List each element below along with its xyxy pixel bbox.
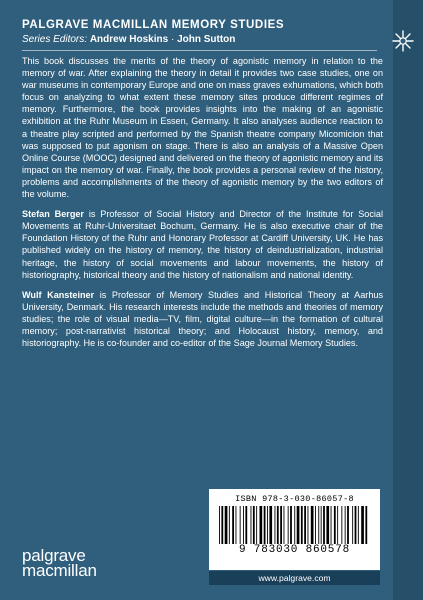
editor-separator: · (170, 34, 175, 45)
series-editors-label: Series Editors: (22, 34, 88, 45)
author-bio-1 (22, 208, 383, 281)
book-description: This book discusses the merits of the theory of agonistic memory in relation to the memory of war. After explaining the theory in detail it provides two case studies, one on war museums in contemporary Europe and one on mass graves exhumations, which both focus on analyzing to what extent these memory sites produce different regimes of memory. Furthermore, the book provides insights into the making of an agonistic exhibition at the Ruhr Museum in Essen, Germany. It also analyses audience reaction to a theatre play scripted and performed by the Spanish theatre company Micomicion that was supposed to put agonism on stage. There is also an analysis of a Massive Open Online Course (MOOC) designed and delivered on the theory of agonistic memory and its impact on the memory of war. Finally, the book provides a personal review of the history, problems and accomplishments of the theory of agonistic memory by the two editors of the volume. (22, 56, 383, 200)
publisher-line-1: palgrave (22, 546, 86, 565)
series-editor-1: Andrew Hoskins (89, 34, 169, 45)
author-bio-text-1: is Professor of Social History and Director of the Institute for Social Movements at Ruhr-Universitaet Bochum, Germany. He is also executive chair of the Foundation History of the Ruhr and Honorary Professor at Cardiff University, UK. He has published widely on the history of memory, the history of deindustrialization, industrial heritage, the history of social movements and labour movements, the history of historiography, historical theory and the history of nationalism and national identity. (22, 209, 383, 280)
series-header (22, 18, 382, 46)
publisher-url: www.palgrave.com (209, 571, 380, 585)
author-bio-text-2: is Professor of Memory Studies and Historical Theory at Aarhus University, Denmark. His research interests include the methods and theories of memory studies; the role of visual media—TV, film, digital culture—in the formation of cultural memory; post-narrativist historical theory; and Holocaust history, memory, and historiography. He is co-founder and co-editor of the Sage Journal Memory Studies. (22, 289, 383, 349)
publisher-logo (22, 548, 97, 578)
spine-strip (393, 0, 423, 600)
series-title: PALGRAVE MACMILLAN MEMORY STUDIES (22, 19, 285, 31)
isbn-label: ISBN 978-3-030-86057-8 (235, 494, 354, 504)
isbn-digits: 9 783030 860578 (238, 544, 351, 556)
author-name-1: Stefan Berger (22, 209, 84, 220)
author-name-2: Wulf Kansteiner (22, 289, 95, 300)
publisher-line-2: macmillan (22, 561, 97, 580)
series-editors (22, 33, 382, 46)
palgrave-spark-icon (390, 28, 416, 54)
series-divider (22, 50, 377, 51)
author-bio-2 (22, 289, 383, 349)
series-editor-2: John Sutton (177, 34, 236, 45)
isbn-barcode (209, 489, 380, 570)
barcode-bars (217, 506, 372, 544)
back-cover-text (22, 55, 383, 357)
